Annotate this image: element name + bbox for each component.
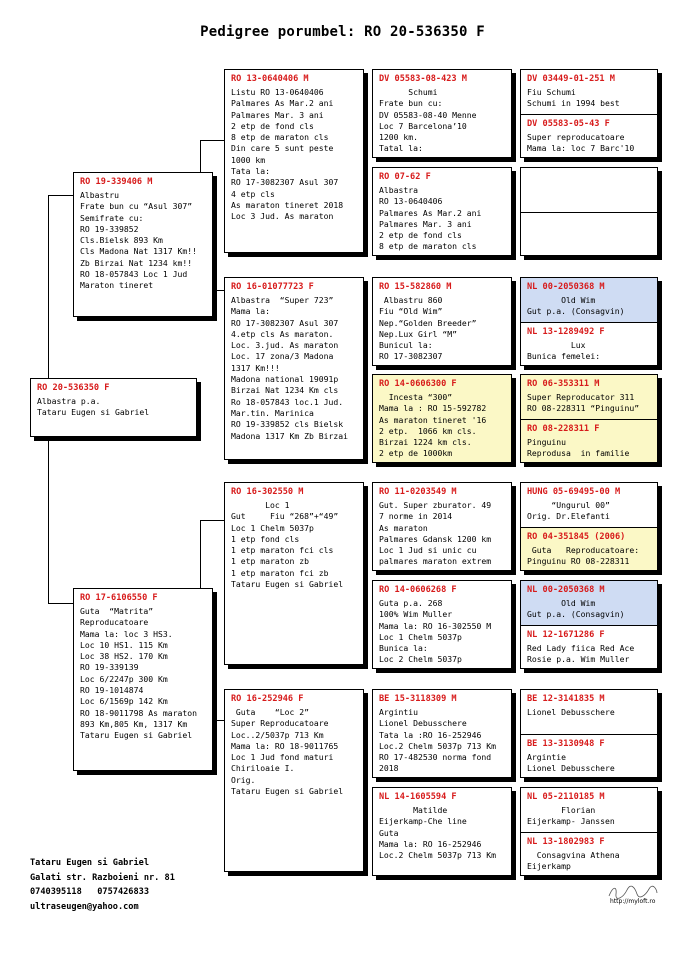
pedigree-notes: Red Lady fiica Red Ace Rosie p.a. Wim Muller (527, 643, 635, 665)
ring-number: NL 13-1802983 F (527, 837, 605, 847)
ring-number: DV 05583-05-43 F (527, 119, 610, 129)
ring-number: NL 13-1289492 F (527, 327, 605, 337)
pedigree-notes: Loc 1 Gut Fiu “268”+“49” Loc 1 Chelm 5037p 1 etp fond cls 1 etp maraton fci cls 1 etp maraton zb 1 etp maraton fci zb Tataru Eugen si Gabriel (231, 500, 344, 590)
divider (521, 212, 657, 213)
pedigree-notes: Guta Reproducatoare: Pinguinu RO 08-228311 (527, 545, 640, 567)
pedigree-notes: Old Wim Gut p.a. (Consagvin) (527, 598, 625, 620)
pedigree-notes: Albastru 860 Fiu “Old Wim” Nep.“Golden Breeder” Nep.Lux Girl “M” Bunicul la: RO 17-3082307 (379, 295, 477, 362)
ring-number: DV 05583-08-423 M (379, 74, 467, 84)
ring-number: BE 12-3141835 M (527, 694, 605, 704)
pedigree-notes: Guta “Matrita” Reproducatoare Mama la: loc 3 HS3. Loc 10 HS1. 115 Km Loc 38 HS2. 170 Km RO 19-339139 Loc 6/2247p 300 Km RO 19-1014874 Loc 6/1569p 142 Km RO 18-9011798 As maraton 893 Km,805 Km, 1317 Km Tataru Eugen si Gabriel (80, 606, 197, 741)
ring-number: BE 13-3130948 F (527, 739, 605, 749)
ring-number: NL 14-1605594 F (379, 792, 457, 802)
pedigree-notes: Fiu Schumi Schumi in 1994 best (527, 87, 620, 109)
ring-number: NL 05-2110185 M (527, 792, 605, 802)
ring-number: BE 15-3118309 M (379, 694, 457, 704)
great-grandparent-card (372, 69, 512, 158)
ring-number: RO 15-582860 M (379, 282, 452, 292)
ring-number: RO 08-228311 F (527, 424, 600, 434)
pedigree-notes: Argintie Lionel Debusschere (527, 752, 615, 774)
pedigree-notes: Gut. Super zburator. 49 7 norme in 2014 As maraton Palmares Gdansk 1200 km Loc 1 Jud si unic cu palmares maraton extrem (379, 500, 492, 567)
connector-line (200, 520, 224, 521)
gggp-pair-card (520, 787, 658, 876)
pedigree-notes: Super Reproducator 311 RO 08-228311 “Pinguinu” (527, 392, 640, 414)
pedigree-notes: Albastra p.a. Tataru Eugen si Gabriel (37, 396, 150, 418)
granddam-card (224, 277, 364, 460)
gggp-pair-card (520, 374, 658, 463)
connector-line (200, 140, 224, 141)
ring-number: NL 12-1671286 F (527, 630, 605, 640)
pedigree-notes: Lionel Debusschere (527, 707, 615, 717)
ring-number: RO 20-536350 F (37, 383, 110, 393)
great-grandparent-card (372, 580, 512, 669)
pedigree-notes: Guta “Loc 2” Super Reproducatoare Loc..2/5037p 713 Km Mama la: RO 18-9011765 Loc 1 Jud fond maturi Chiriloaie I. Orig. Tataru Eugen si Gabriel (231, 707, 344, 797)
ring-number: DV 03449-01-251 M (527, 74, 615, 84)
connector-line (48, 603, 73, 604)
grandsire-card (224, 69, 364, 253)
granddam-card (224, 689, 364, 872)
ring-number: RO 14-0606268 F (379, 585, 457, 595)
great-grandparent-card (372, 374, 512, 463)
sire-card (73, 172, 213, 317)
pedigree-notes: Matilde Eijerkamp-Che line Guta Mama la: RO 16-252946 Loc.2 Chelm 5037p 713 Km (379, 805, 496, 861)
owner-contact: Tataru Eugen si Gabriel Galati str. Razboieni nr. 81 0740395118 0757426833 ultraseugen@yahoo.com (30, 858, 175, 912)
ring-number: RO 17-6106550 F (80, 593, 158, 603)
connector-line (48, 437, 49, 603)
great-grandparent-card (372, 689, 512, 778)
great-grandparent-card (372, 482, 512, 571)
subject-card (30, 378, 197, 437)
gggp-pair-card (520, 689, 658, 778)
great-grandparent-card (372, 787, 512, 876)
ring-number: RO 19-339406 M (80, 177, 153, 187)
pedigree-notes: Albastra “Super 723” Mama la: RO 17-3082307 Asul 307 4.etp cls As maraton. Loc. 3.jud. As maraton Loc. 17 zona/3 Madona 1317 Km!!! Madona national 19091p Birzai Nat 1234 Km cls Ro 18-057843 loc.1 Jud. Mar.tin. Marinica RO 19-339852 cls Bielsk Madona 1317 Km Zb Birzai (231, 295, 348, 441)
pedigree-notes: Consagvina Athena Eijerkamp (527, 850, 620, 872)
pedigree-notes: Guta p.a. 268 100% Wim Muller Mama la: RO 16-302550 M Loc 1 Chelm 5037p Bunica la: Loc 2 Chelm 5037p (379, 598, 492, 665)
pedigree-notes: Schumi Frate bun cu: DV 05583-08-40 Menne Loc 7 Barcelona’10 1200 km. Tatal la: (379, 87, 477, 154)
gggp-pair-card (520, 277, 658, 366)
ring-number: RO 13-0640406 M (231, 74, 309, 84)
gggp-pair-card (520, 69, 658, 158)
connector-line (48, 195, 73, 196)
gggp-pair-card (520, 482, 658, 571)
grandsire-card (224, 482, 364, 665)
pedigree-notes: Old Wim Gut p.a. (Consagvin) (527, 295, 625, 317)
great-grandparent-card (372, 167, 512, 256)
great-grandparent-card (372, 277, 512, 366)
pedigree-notes: Albastru Frate bun cu “Asul 307” Semifrate cu: RO 19-339852 Cls.Bielsk 893 Km Cls Madona Nat 1317 Km!! Zb Birzai Nat 1234 km!! RO 18-057843 Loc 1 Jud Maraton tineret (80, 190, 197, 291)
ring-number: RO 07-62 F (379, 172, 431, 182)
ring-number: RO 16-252946 F (231, 694, 304, 704)
pedigree-notes: Lux Bunica femelei: (527, 340, 601, 362)
gggp-pair-card (520, 167, 658, 256)
pedigree-notes: Super reproducatoare Mama la: loc 7 Barc'10 (527, 132, 635, 154)
pedigree-notes: “Ungurul 00” Orig. Dr.Elefanti (527, 500, 610, 522)
ring-number: HUNG 05-69495-00 M (527, 487, 621, 497)
pedigree-notes: Incesta “300” Mama la : RO 15-592782 As maraton tineret '16 2 etp. 1066 km cls. Birzai 1224 km cls. 2 etp de 1000km (379, 392, 487, 459)
ring-number: RO 14-0606300 F (379, 379, 457, 389)
pedigree-notes: Argintiu Lionel Debusschere Tata la :RO 16-252946 Loc.2 Chelm 5037p 713 Km RO 17-482530 norma fond 2018 (379, 707, 496, 774)
ring-number: RO 16-01077723 F (231, 282, 314, 292)
pedigree-notes: Florian Eijerkamp- Janssen (527, 805, 615, 827)
pedigree-notes: Pinguinu Reprodusa in familie (527, 437, 630, 459)
watermark-url: http://myloft.ro (610, 898, 656, 905)
connector-line (48, 195, 49, 378)
ring-number: RO 16-302550 M (231, 487, 304, 497)
ring-number: RO 11-0203549 M (379, 487, 457, 497)
gggp-pair-card (520, 580, 658, 669)
ring-number: NL 00-2050368 M (527, 282, 605, 292)
page-title: Pedigree porumbel: RO 20-536350 F (200, 24, 485, 40)
ring-number: NL 00-2050368 M (527, 585, 605, 595)
pedigree-notes: Albastra RO 13-0640406 Palmares As Mar.2 ani Palmares Mar. 3 ani 2 etp de fond cls 8 etp de maraton cls (379, 185, 482, 252)
pedigree-notes: Listu RO 13-0640406 Palmares As Mar.2 ani Palmares Mar. 3 ani 2 etp de fond cls 8 etp de maraton cls Din care 5 sunt peste 1000 km Tata la: RO 17-3082307 Asul 307 4 etp cls As maraton tineret 2018 Loc 3 Jud. As maraton (231, 87, 344, 222)
ring-number: RO 06-353311 M (527, 379, 600, 389)
dam-card (73, 588, 213, 771)
ring-number: RO 04-351845 (2006) (527, 532, 626, 542)
